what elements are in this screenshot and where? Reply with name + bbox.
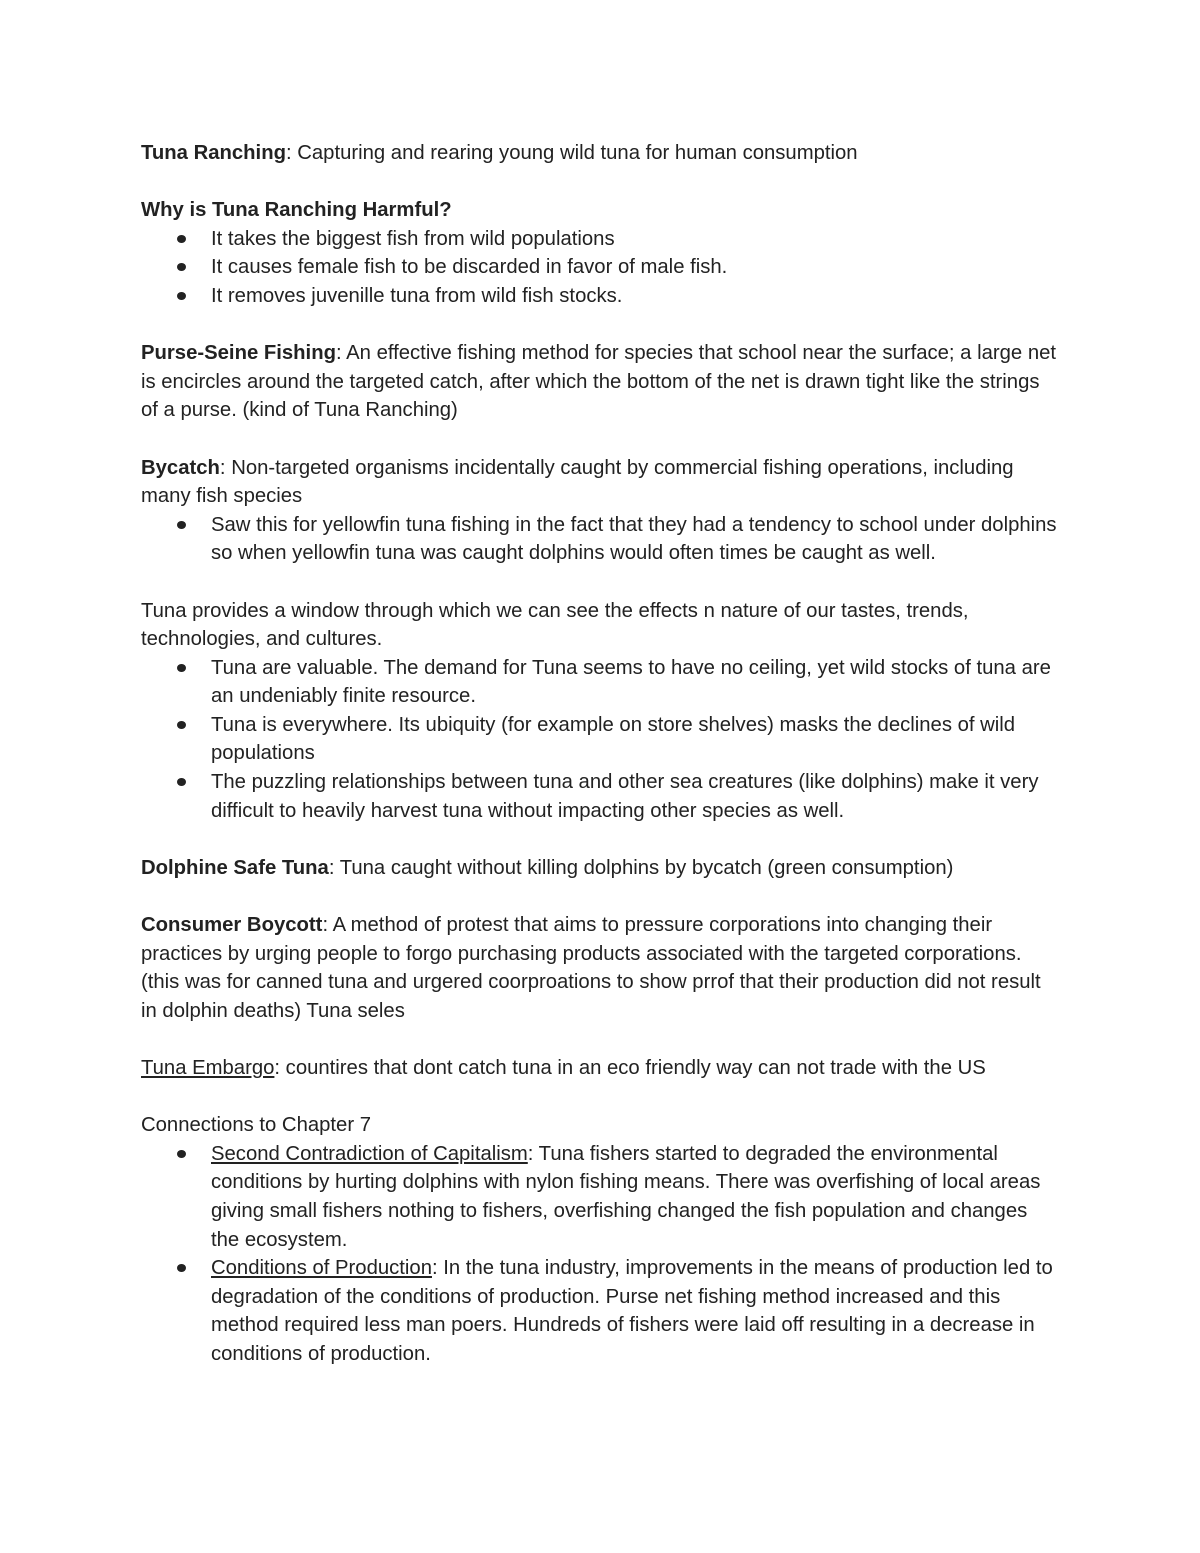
bullet-icon	[177, 1150, 186, 1158]
why-harmful-heading: Why is Tuna Ranching Harmful?	[141, 199, 452, 222]
bycatch-definition: Bycatch: Non-targeted organisms incidentally caught by commercial fishing operations, including many fish species	[141, 456, 1014, 508]
list-item: The puzzling relationships between tuna and other sea creatures (like dolphins) make it very difficult to heavily harvest tuna without impacting other species as well.	[211, 768, 1061, 825]
list-item: Conditions of Production: In the tuna industry, improvements in the means of production led to degradation of the conditions of production. Purse net fishing method increased and this method required less man poers. Hundreds of fishers were laid off resulting in a decrease in conditions of production.	[211, 1254, 1061, 1368]
spacer	[141, 882, 1061, 911]
list-item: It takes the biggest fish from wild populations	[211, 225, 1061, 254]
tuna-window-paragraph: Tuna provides a window through which we can see the effects n nature of our tastes, trends, technologies, and cultures.	[141, 599, 969, 651]
dolphin-safe-definition: Dolphine Safe Tuna: Tuna caught without killing dolphins by bycatch (green consumption)	[141, 856, 954, 879]
document-page	[141, 139, 1061, 1369]
term-purse-seine: Purse-Seine Fishing	[141, 342, 336, 365]
tuna-window-list	[141, 654, 1061, 826]
connections-list	[141, 1140, 1061, 1369]
connections-heading: Connections to Chapter 7	[141, 1114, 371, 1137]
term-bycatch: Bycatch	[141, 456, 220, 479]
list-item: Saw this for yellowfin tuna fishing in the fact that they had a tendency to school under dolphins so when yellowfin tuna was caught dolphins would often times be caught as well.	[211, 511, 1061, 568]
spacer	[141, 825, 1061, 854]
spacer	[141, 1025, 1061, 1054]
tuna-embargo-definition: Tuna Embargo: countires that dont catch tuna in an eco friendly way can not trade with the US	[141, 1057, 986, 1079]
term-consumer-boycott: Consumer Boycott	[141, 914, 323, 937]
consumer-boycott-definition: Consumer Boycott: A method of protest that aims to pressure corporations into changing their practices by urging people to forgo purchasing products associated with the targeted corporations. (this was for canned tuna and urgered coorproations to show prrof that their production did not result in dolphin deaths) Tuna seles	[141, 914, 1041, 1022]
spacer	[141, 168, 1061, 197]
spacer	[141, 1083, 1061, 1112]
bycatch-list	[141, 511, 1061, 568]
bullet-icon	[177, 235, 186, 243]
bullet-icon	[177, 721, 186, 729]
list-item: It removes juvenille tuna from wild fish stocks.	[211, 282, 1061, 311]
purse-seine-definition: Purse-Seine Fishing: An effective fishing method for species that school near the surface; a large net is encircles around the targeted catch, after which the bottom of the net is drawn tight like the strings of a purse. (kind of Tuna Ranching)	[141, 342, 1057, 422]
bullet-icon	[177, 1264, 186, 1272]
bullet-icon	[177, 521, 186, 529]
list-item: It causes female fish to be discarded in favor of male fish.	[211, 253, 1061, 282]
bullet-icon	[177, 292, 186, 300]
bullet-icon	[177, 263, 186, 271]
list-item: Tuna are valuable. The demand for Tuna seems to have no ceiling, yet wild stocks of tuna are an undeniably finite resource.	[211, 654, 1061, 711]
tuna-ranching-definition: Tuna Ranching: Capturing and rearing young wild tuna for human consumption	[141, 142, 858, 164]
spacer	[141, 568, 1061, 597]
list-item: Tuna is everywhere. Its ubiquity (for example on store shelves) masks the declines of wild populations	[211, 711, 1061, 768]
term-tuna-embargo: Tuna Embargo	[141, 1057, 275, 1079]
term-conditions-of-production: Conditions of Production	[211, 1257, 432, 1280]
term-dolphin-safe: Dolphine Safe Tuna	[141, 856, 329, 879]
term-second-contradiction: Second Contradiction of Capitalism	[211, 1142, 528, 1165]
spacer	[141, 425, 1061, 454]
spacer	[141, 311, 1061, 340]
bullet-icon	[177, 778, 186, 786]
why-harmful-list	[141, 225, 1061, 311]
bullet-icon	[177, 664, 186, 672]
list-item: Second Contradiction of Capitalism: Tuna fishers started to degraded the environmental conditions by hurting dolphins with nylon fishing means. There was overfishing of local areas giving small fishers nothing to fishers, overfishing changed the fish population and changes the ecosystem.	[211, 1140, 1061, 1254]
term-tuna-ranching: Tuna Ranching	[141, 142, 286, 164]
